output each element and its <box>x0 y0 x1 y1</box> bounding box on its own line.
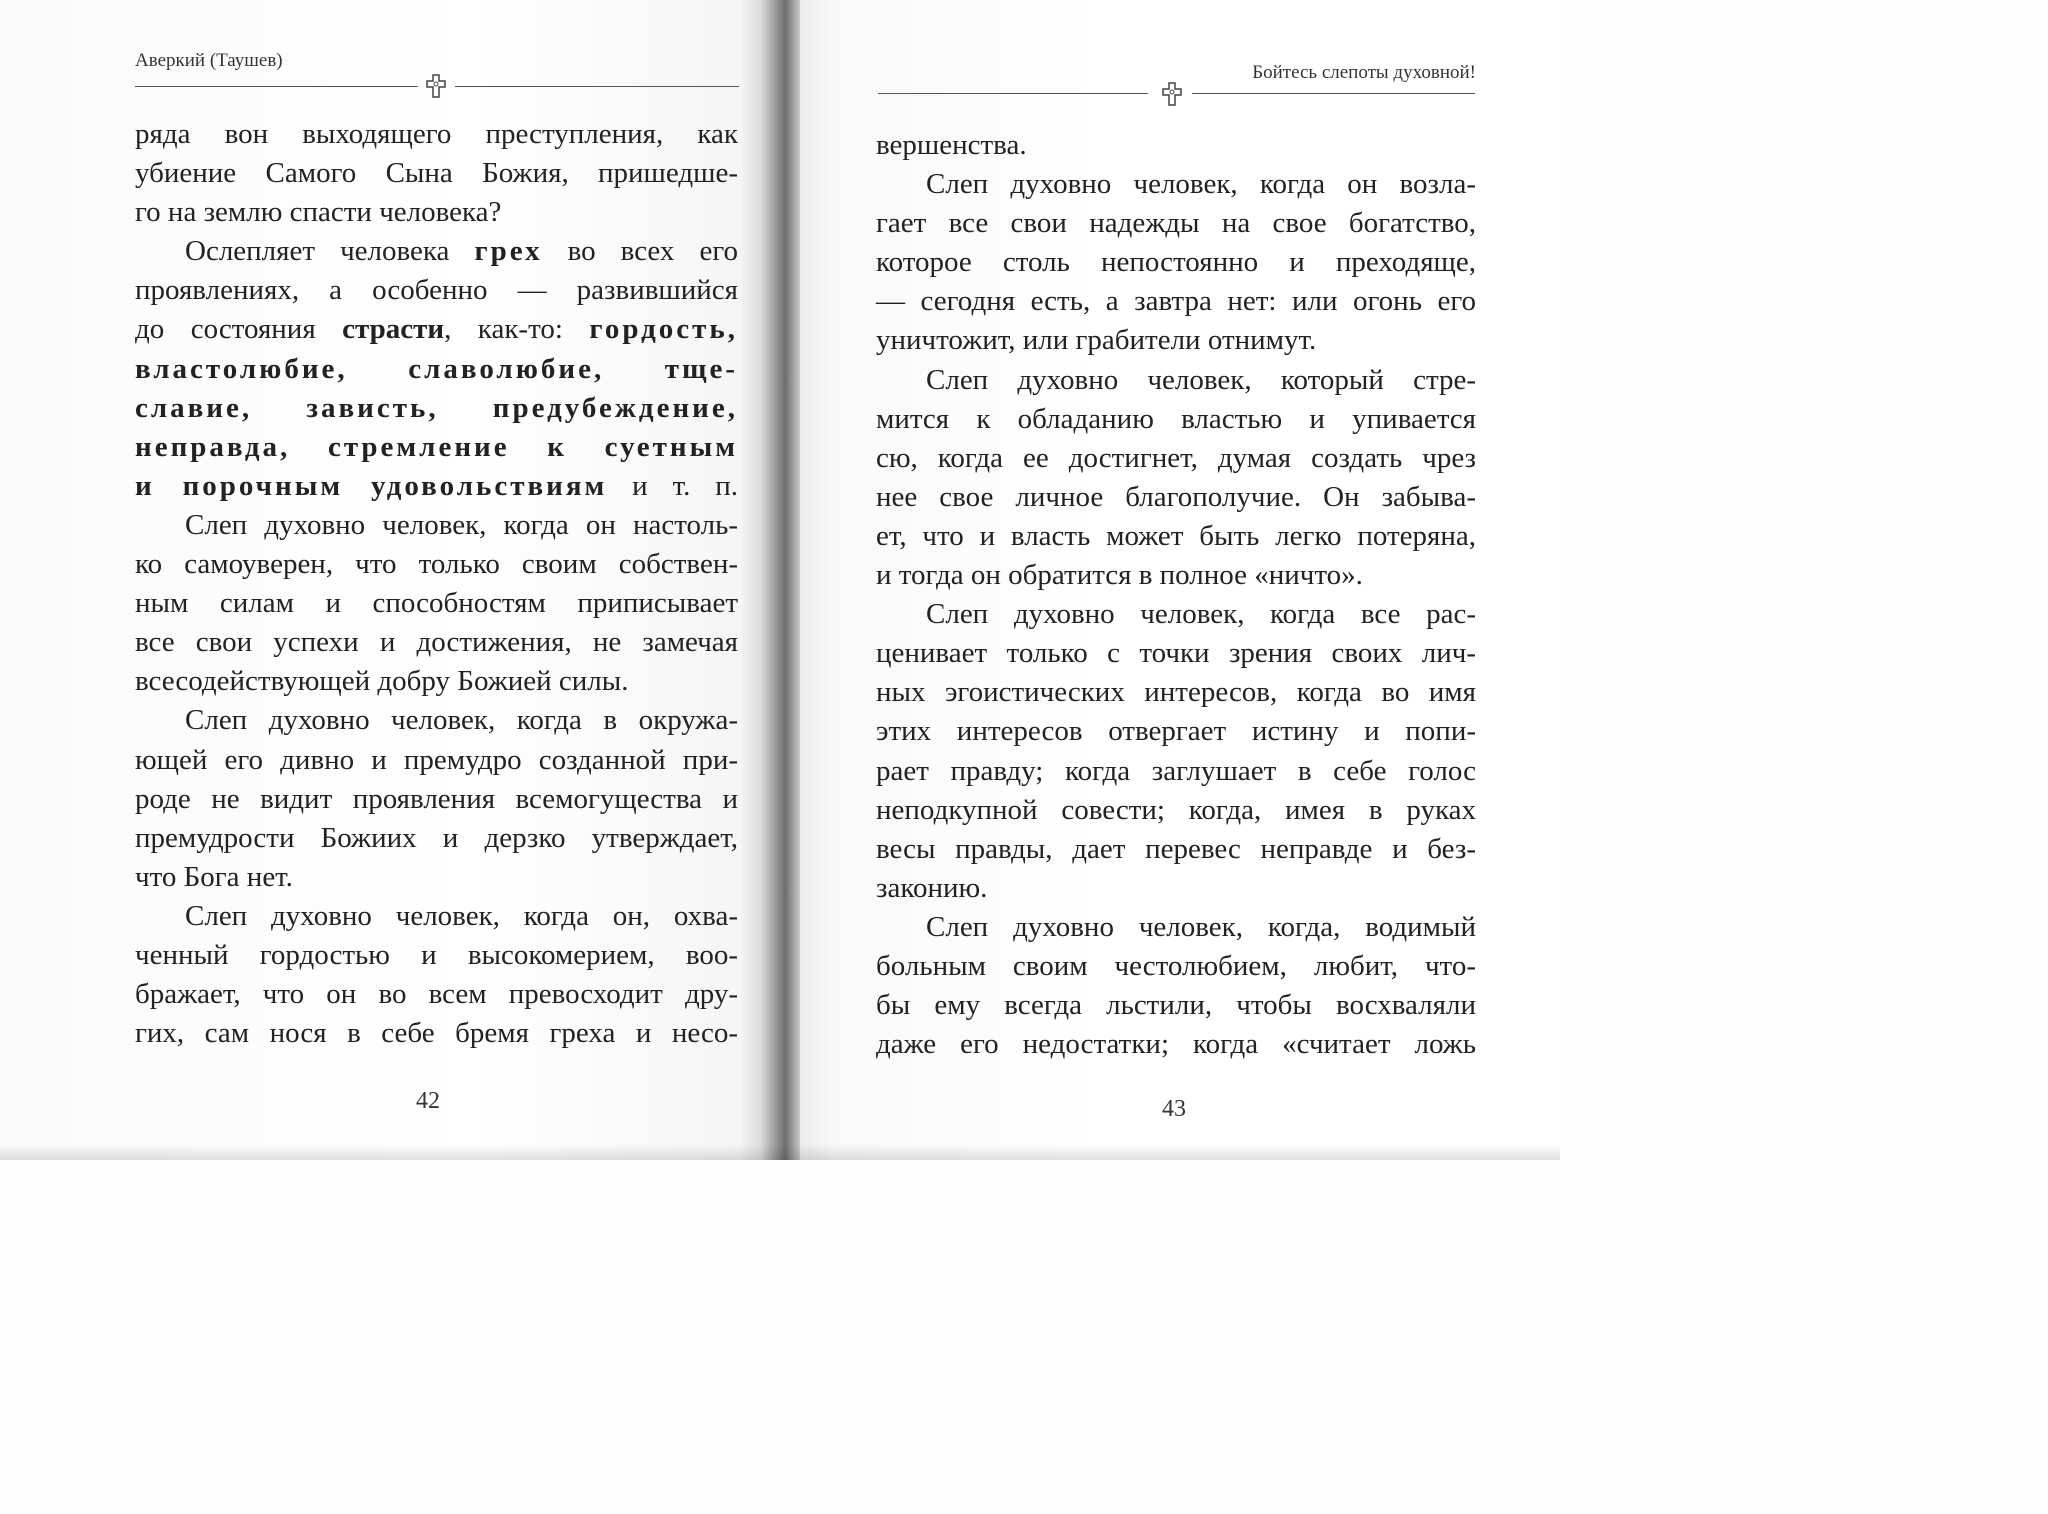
emphasis-word: грех <box>474 235 543 268</box>
text-line: бы ему всегда льстили, чтобы восхваляли <box>876 989 1476 1022</box>
orthodox-cross-icon <box>1160 82 1184 106</box>
text-line: ным силам и способностям приписывает <box>135 587 738 620</box>
text-line: весы правды, дает перевес неправде и без- <box>876 832 1476 865</box>
text-line: ет, что и власть может быть легко потеряна, <box>876 519 1476 552</box>
header-rule-right-b <box>1192 93 1475 94</box>
text-line: что Бога нет. <box>135 860 293 893</box>
text-line: нее свое личное благополучие. Он забыва- <box>876 480 1476 513</box>
bottom-edge-shadow <box>0 1144 1560 1160</box>
left-page-number: 42 <box>416 1088 440 1114</box>
text-line: гих, сам нося в себе бремя греха и несо- <box>135 1017 738 1050</box>
text-line: сю, когда ее достигнет, думая создать чрез <box>876 441 1476 474</box>
left-page-text <box>135 115 738 1053</box>
text-line: мится к обладанию властью и упивается <box>876 402 1476 435</box>
text-line: ных эгоистических интересов, когда во имя <box>876 676 1476 709</box>
text-line: Слеп духовно человек, когда все рас- <box>926 598 1476 631</box>
emphasis-word: гордость, <box>589 313 738 346</box>
left-running-head: Аверкий (Таушев) <box>135 50 283 71</box>
orthodox-cross-icon <box>424 74 448 98</box>
text-line: и порочным удовольствиям и т. п. <box>135 469 738 502</box>
header-rule-right-a <box>878 93 1148 94</box>
text-line: ценивает только с точки зрения своих лич- <box>876 637 1476 670</box>
text-line: Слеп духовно человек, когда он настоль- <box>185 508 738 541</box>
book-gutter-shadow <box>740 0 800 1160</box>
text-line: больным своим честолюбием, любит, что- <box>876 949 1476 982</box>
text-line: уничтожит, или грабители отнимут. <box>876 324 1317 357</box>
text-line: гает все свои надежды на свое богатство, <box>876 207 1476 240</box>
text-line: Слеп духовно человек, который стре- <box>926 363 1476 396</box>
text-line-bold: властолюбие, славолюбие, тще- <box>135 352 738 385</box>
text-line-bold: неправда, стремление к суетным <box>135 430 738 463</box>
right-page-text <box>876 126 1476 1064</box>
text-line: всесодействующей добру Божией силы. <box>135 665 629 698</box>
text-line: бражает, что он во всем превосходит дру- <box>135 978 738 1011</box>
text-line: Слеп духовно человек, когда в окружа- <box>185 704 738 737</box>
text-line: которое столь непостоянно и преходяще, <box>876 246 1476 279</box>
emphasis-word: страсти <box>342 313 445 346</box>
text-line: рает правду; когда заглушает в себе голос <box>876 754 1476 787</box>
text-line: ющей его дивно и премудро созданной при- <box>135 743 738 776</box>
text-line: убиение Самого Сына Божия, пришедше- <box>135 157 738 190</box>
text-line: даже его недостатки; когда «считает ложь <box>876 1028 1476 1061</box>
text-line-bold: славие, зависть, предубеждение, <box>135 391 738 424</box>
text-line: ченный гордостью и высокомерием, воо- <box>135 938 738 971</box>
text-line: проявлениях, а особенно — развившийся <box>135 274 738 307</box>
text-line: законию. <box>876 871 988 904</box>
text-line: этих интересов отвергает истину и попи- <box>876 715 1476 748</box>
header-rule-left-a <box>135 86 418 87</box>
right-running-head: Бойтесь слепоты духовной! <box>1252 62 1476 83</box>
text-line: премудрости Божиих и дерзко утверждает, <box>135 821 738 854</box>
text-line: все свои успехи и достижения, не замечая <box>135 626 738 659</box>
text-line: вершенства. <box>876 129 1027 161</box>
right-page <box>790 0 1560 1160</box>
text-line: до состояния страсти, как-то: гордость, <box>135 313 738 346</box>
text-line: и тогда он обратится в полное «ничто». <box>876 559 1363 592</box>
text-line: Слеп духовно человек, когда, водимый <box>926 910 1476 943</box>
text-line: ряда вон выходящего преступления, как <box>135 118 738 150</box>
text-line: неподкупной совести; когда, имея в руках <box>876 793 1476 826</box>
right-page-number: 43 <box>1162 1096 1186 1122</box>
text-line: ко самоуверен, что только своим собствен- <box>135 548 738 581</box>
text-line: го на землю спасти человека? <box>135 196 502 229</box>
left-page <box>0 0 790 1160</box>
text-line: роде не видит проявления всемогущества и <box>135 782 738 815</box>
text-line: Ослепляет человека грех во всех его <box>185 235 738 268</box>
header-rule-left-b <box>455 86 739 87</box>
text-line: — сегодня есть, а завтра нет: или огонь его <box>876 285 1476 318</box>
text-line: Слеп духовно человек, когда он возла- <box>926 168 1476 201</box>
text-line: Слеп духовно человек, когда он, охва- <box>185 899 738 932</box>
